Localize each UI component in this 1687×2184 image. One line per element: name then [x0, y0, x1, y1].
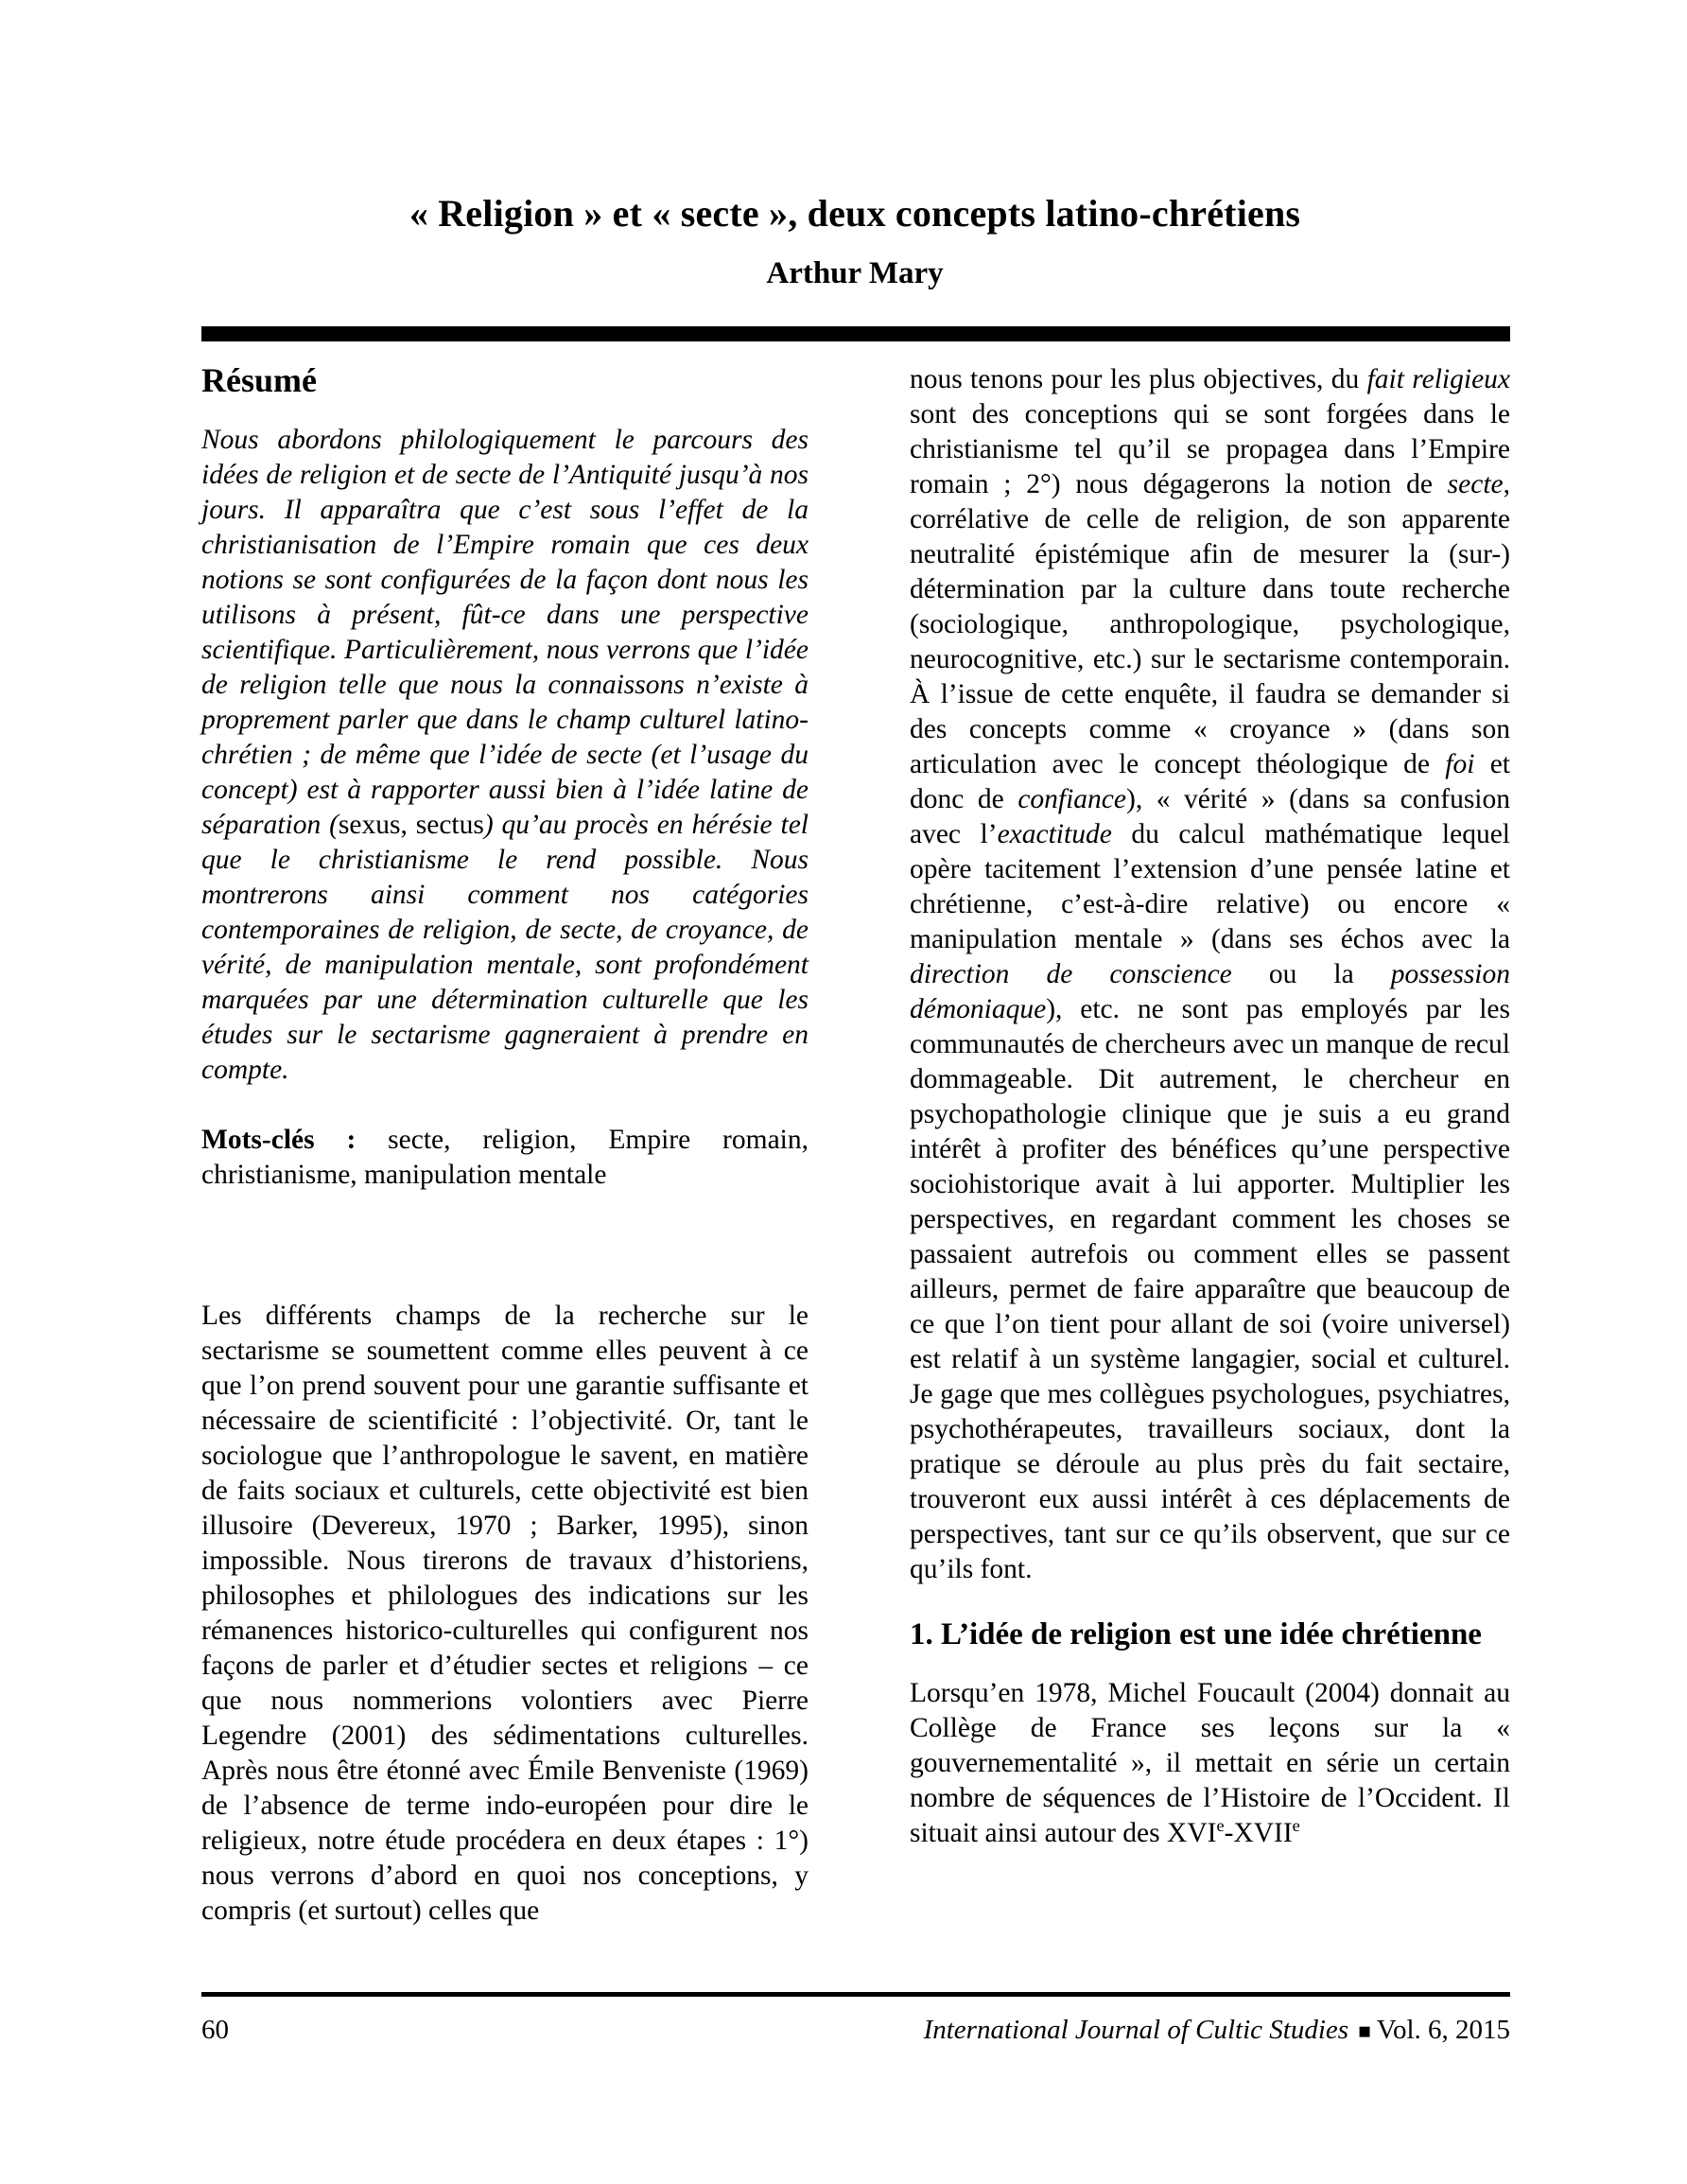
abstract-paragraph: Nous abordons philologiquement le parcours des idées de religion et de secte de l’Antiquité jusqu’à nos jours. Il apparaîtra que c’est sous l’effet de la christianisation de l’Empire romain que ces deux notions se sont configurées de la façon dont nous les utilisons à présent, fût-ce dans une perspective scientifique. Particulièrement, nous verrons que l’idée de religion telle que nous la connaissons n’existe à proprement parler que dans le champ culturel latino-chrétien ; de même que l’idée de secte (et l’usage du concept) est à rapporter aussi bien à l’idée latine de séparation (sexus, sectus) qu’au procès en hérésie tel que le christianisme le rend possible. Nous montrerons ainsi comment nos catégories contemporaines de religion, de secte, de croyance, de vérité, de manipulation mentale, sont profondément marquées par une détermination culturelle que les études sur le sectarisme gagneraient à prendre en compte. — [201, 424, 809, 1085]
abstract-heading: Résumé — [201, 361, 317, 399]
journal-citation — [924, 2013, 1510, 2049]
paper-header — [200, 0, 1509, 291]
two-column-body — [201, 362, 1510, 1929]
section-1-heading: 1. L’idée de religion est une idée chrétienne — [910, 1617, 1482, 1651]
body-paragraph-left: Les différents champs de la recherche sur le sectarisme se soumettent comme elles peuvent à ce que l’on prend souvent pour une garantie suffisante et nécessaire de scientificité : l’objectivité. Or, tant le sociologue que l’anthropologue le savent, en matière de faits sociaux et culturels, cette objectivité est bien illusoire (Devereux, 1970 ; Barker, 1995), sinon impossible. Nous tirerons de travaux d’historiens, philosophes et philologues des indications sur les rémanences historico-culturelles qui configurent nos façons de parler et d’étudier sectes et religions – ce que nous nommerions volontiers avec Pierre Legendre (2001) des sédimentations culturelles. Après nous être étonné avec Émile Benveniste (1969) de l’absence de terme indo-européen pour dire le religieux, notre étude procédera en deux étapes : 1°) nous verrons d’abord en quoi nos conceptions, y compris (et surtout) celles que — [201, 1300, 809, 1926]
right-column — [910, 362, 1510, 1929]
body-paragraph-right: nous tenons pour les plus objectives, du fait religieux sont des conceptions qui se sont forgées dans le christianisme tel qu’il se propagea dans l’Empire romain ; 2°) nous dégagerons la notion de secte, corrélative de celle de religion, de son apparente neutralité épistémique afin de mesurer la (sur-) détermination par la culture dans toute recherche (sociologique, anthropologique, psychologique, neurocognitive, etc.) sur le sectarisme contemporain. À l’issue de cette enquête, il faudra se demander si des concepts comme « croyance » (dans son articulation avec le concept théologique de foi et donc de confiance), « vérité » (dans sa confusion avec l’exactitude du calcul mathématique lequel opère tacitement l’extension d’une pensée latine et chrétienne, c’est-à-dire relative) ou encore « manipulation mentale » (dans ses échos avec la direction de conscience ou la possession démoniaque), etc. ne sont pas employés par les communautés de chercheurs avec un manque de recul dommageable. Dit autrement, le chercheur en psychopathologie clinique que je suis a eu grand intérêt à profiter des bénéfices qu’une perspective sociohistorique avait à lui apporter. Multiplier les perspectives, en regardant comment les choses se passaient autrefois ou comment elles se passent ailleurs, permet de faire apparaître que beaucoup de ce que l’on tient pour allant de soi (voire universel) est relatif à un système langagier, social et culturel. Je gage que mes collègues psychologues, psychiatres, psychothérapeutes, travailleurs sociaux, dont la pratique se déroule au plus près du fait sectaire, trouveront eux aussi intérêt à ces déplacements de perspectives, tant sur ce qu’ils observent, que sur ce qu’ils font. — [910, 364, 1511, 1584]
paper-author: Arthur Mary — [766, 256, 944, 290]
keywords-label: Mots-clés : — [201, 1124, 357, 1155]
footer-separator-rule — [201, 1992, 1510, 1997]
journal-name: International Journal of Cultic Studies — [923, 2015, 1349, 2045]
title-separator-rule — [201, 326, 1510, 341]
paper-title: « Religion » et « secte », deux concepts latino-chrétiens — [409, 192, 1301, 235]
keywords-text: secte, religion, Empire romain, christianisme, manipulation mentale — [201, 1124, 809, 1190]
page-footer — [201, 2013, 1510, 2049]
volume-info: Vol. 6, 2015 — [1376, 2015, 1510, 2045]
page-number: 60 — [201, 2015, 229, 2045]
footer-separator-square: ■ — [1358, 2019, 1371, 2043]
keywords-line — [201, 1123, 809, 1193]
left-column — [201, 362, 809, 1929]
section-1-paragraph: Lorsqu’en 1978, Michel Foucault (2004) donnait au Collège de France ses leçons sur la « gouvernementalité », il mettait en série un certain nombre de séquences de l’Histoire de l’Occident. Il situait ainsi autour des XVIe-XVIIe — [910, 1678, 1510, 1848]
